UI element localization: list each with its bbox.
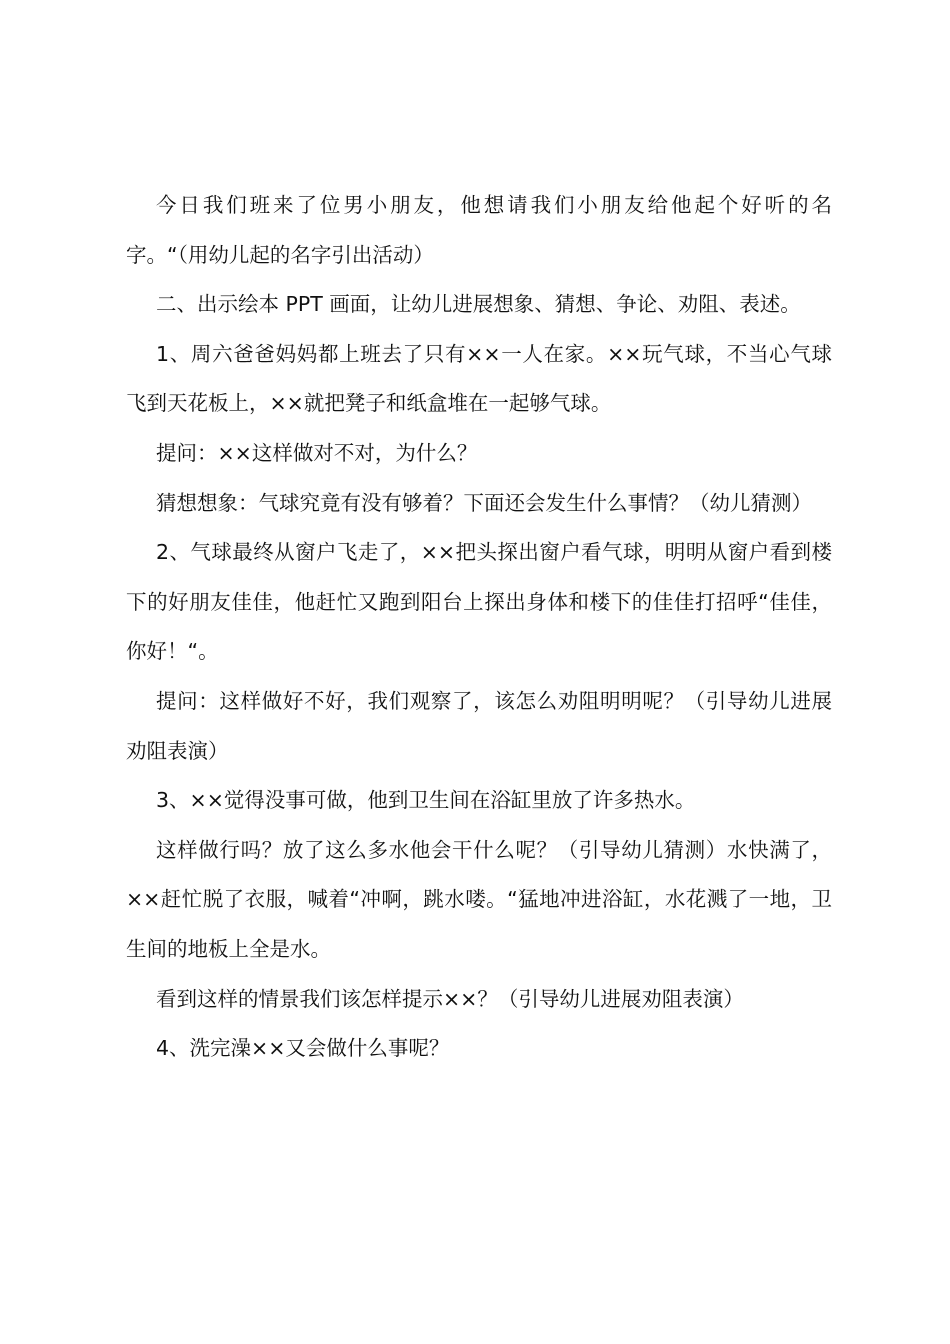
paragraph-question-2: 提问：这样做好不好，我们观察了，该怎么劝阻明明呢？（引导幼儿进展劝阻表演） (126, 688, 832, 763)
paragraph-intro: 今日我们班来了位男小朋友，他想请我们小朋友给他起个好听的名字。“（用幼儿起的名字引出活动） (126, 193, 832, 267)
paragraph-question-1: 提问：××这样做对不对，为什么？ (156, 440, 478, 465)
paragraph-question-3: 这样做行吗？放了这么多水他会干什么呢？（引导幼儿猜测）水快满了，××赶忙脱了衣服，喊着“冲啊，跳水喽。“猛地冲进浴缸，水花溅了一地，卫生间的地板上全是水。 (126, 837, 832, 961)
document-body (126, 181, 832, 1074)
paragraph-section-two: 二、出示绘本 PPT 画面，让幼儿进展想象、猜想、争论、劝阻、表述。 (156, 292, 801, 317)
paragraph-step-1: 1、周六爸爸妈妈都上班去了只有××一人在家。××玩气球，不当心气球飞到天花板上，××就把凳子和纸盒堆在一起够气球。 (126, 341, 832, 416)
paragraph-question-4: 看到这样的情景我们该怎样提示××？（引导幼儿进展劝阻表演） (156, 986, 744, 1011)
paragraph-step-4: 4、洗完澡××又会做什么事呢？ (156, 1036, 450, 1061)
paragraph-guess-1: 猜想想象：气球究竟有没有够着？下面还会发生什么事情？（幼儿猜测） (156, 490, 812, 515)
paragraph-step-3: 3、××觉得没事可做，他到卫生间在浴缸里放了许多热水。 (156, 788, 696, 813)
paragraph-step-2: 2、气球最终从窗户飞走了，××把头探出窗户看气球，明明从窗户看到楼下的好朋友佳佳，他赶忙又跑到阳台上探出身体和楼下的佳佳打招呼“佳佳，你好！“。 (126, 540, 832, 664)
